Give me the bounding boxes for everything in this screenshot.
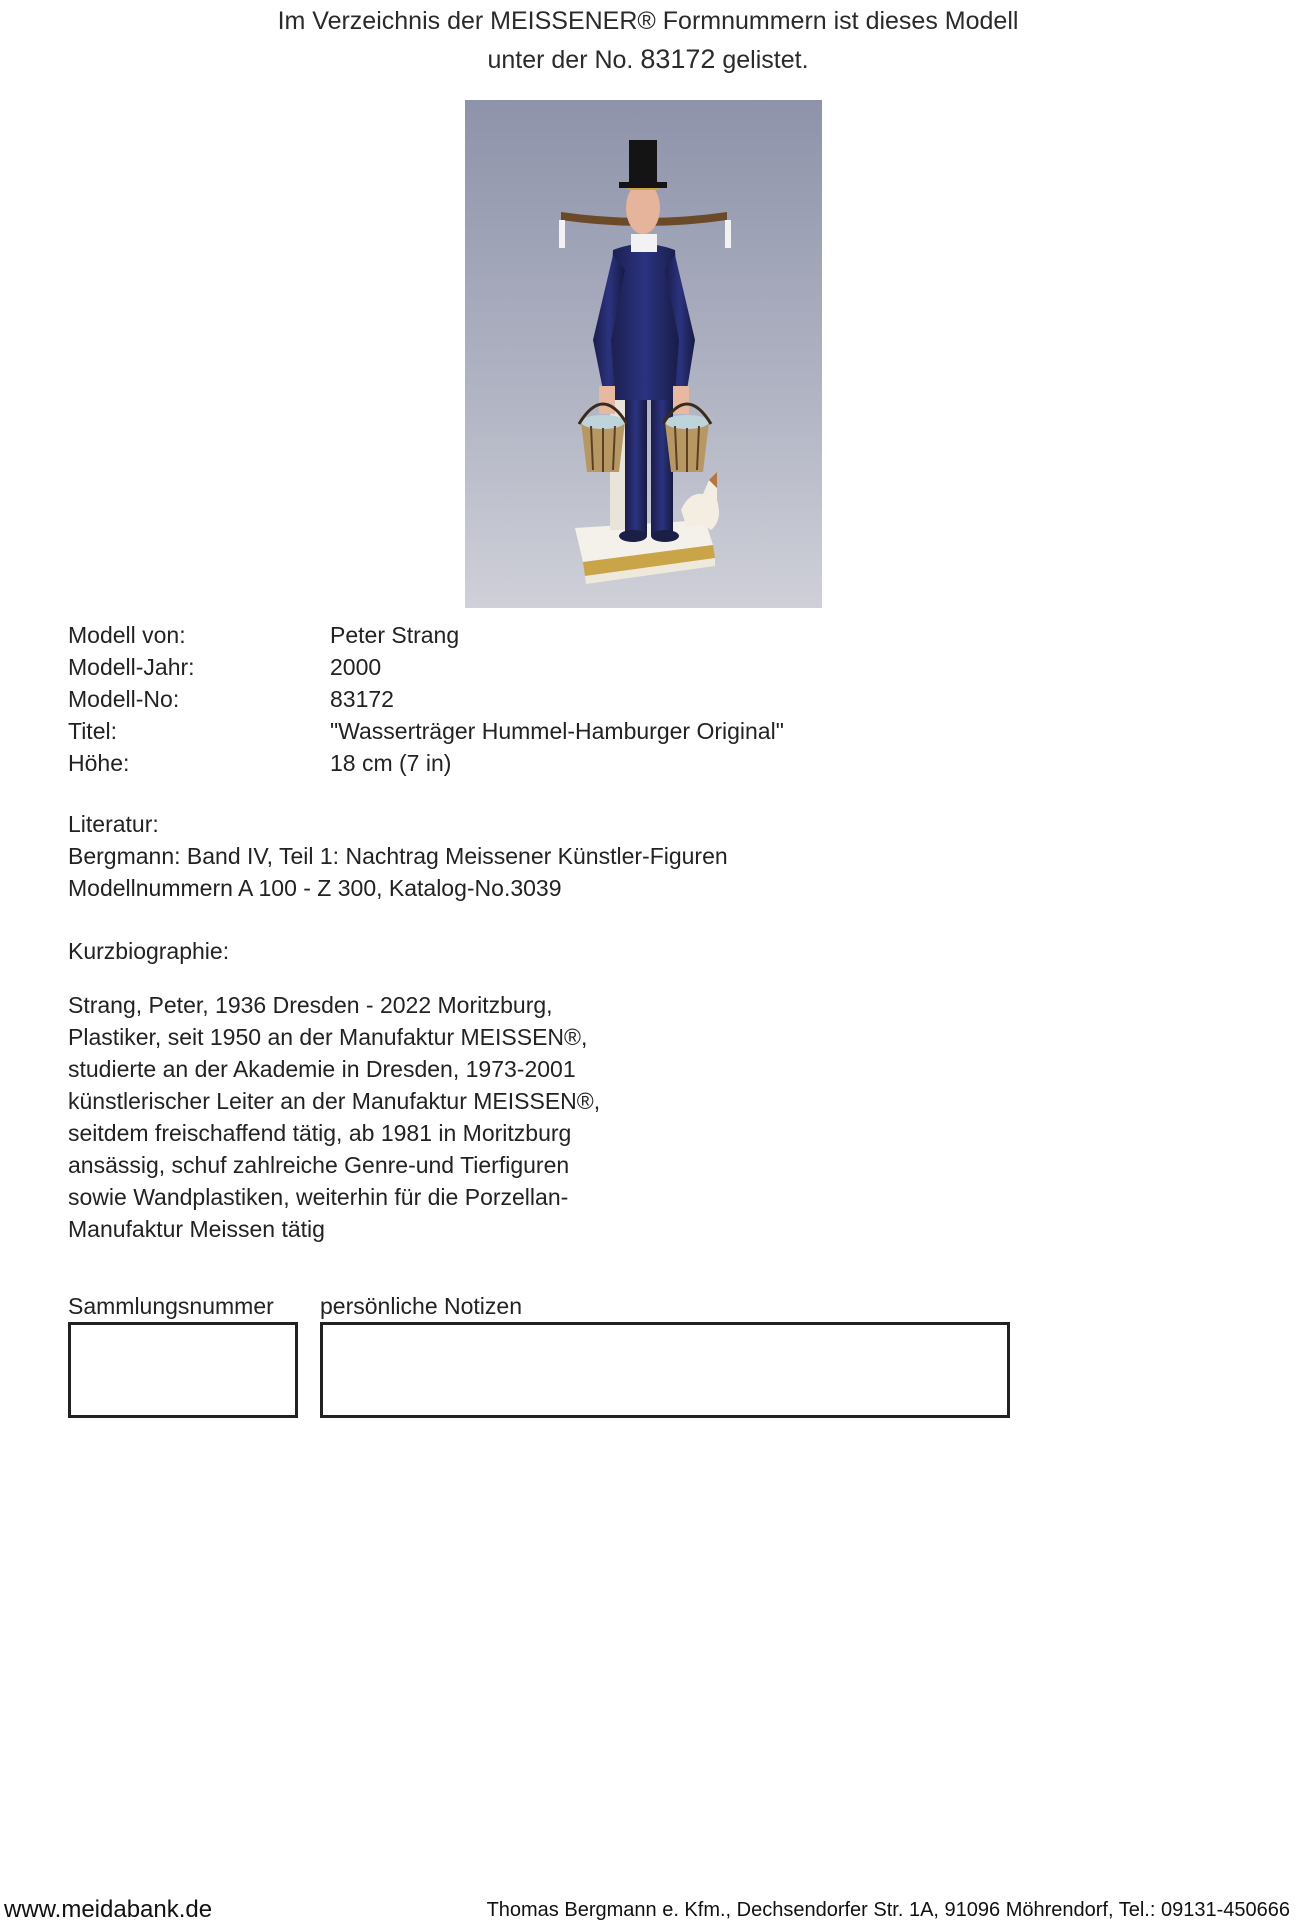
- biography-text: [68, 989, 768, 1245]
- figurine-photo: [465, 100, 822, 608]
- literature-section: [68, 808, 728, 904]
- detail-label: Modell-Jahr:: [68, 654, 195, 680]
- biography-line: studierte an der Akademie in Dresden, 1973-2001: [68, 1056, 576, 1082]
- detail-value: 83172: [330, 686, 394, 712]
- biography-line: Plastiker, seit 1950 an der Manufaktur MEISSEN®,: [68, 1024, 588, 1050]
- literature-line: Modellnummern A 100 - Z 300, Katalog-No.3039: [68, 875, 562, 901]
- literature-line: Bergmann: Band IV, Teil 1: Nachtrag Meissener Künstler-Figuren: [68, 843, 728, 869]
- notes-box[interactable]: [320, 1322, 1010, 1418]
- header-suffix: gelistet.: [722, 46, 809, 74]
- detail-value: 2000: [330, 654, 382, 680]
- detail-row-number: [68, 683, 784, 715]
- detail-label: Modell von:: [68, 622, 186, 648]
- biography-line: künstlerischer Leiter an der Manufaktur MEISSEN®,: [68, 1088, 601, 1114]
- biography-line: Manufaktur Meissen tätig: [68, 1216, 325, 1242]
- biography-line: ansässig, schuf zahlreiche Genre-und Tierfiguren: [68, 1152, 570, 1178]
- detail-label: Höhe:: [68, 750, 130, 776]
- model-number-highlight: 83172: [640, 44, 716, 74]
- header-line-2: [0, 40, 1296, 79]
- collection-number-label: Sammlungsnummer: [68, 1293, 274, 1319]
- collection-number-box[interactable]: [68, 1322, 298, 1418]
- detail-row-year: [68, 651, 784, 683]
- header-line-1: Im Verzeichnis der MEISSENER® Formnummern ist dieses Modell: [277, 7, 1019, 35]
- detail-value: Peter Strang: [330, 622, 460, 648]
- figurine-illustration: [465, 100, 822, 608]
- notes-label: persönliche Notizen: [320, 1293, 523, 1319]
- footer-contact: Thomas Bergmann e. Kfm., Dechsendorfer Str. 1A, 91096 Möhrendorf, Tel.: 09131-450666: [486, 1899, 1290, 1921]
- detail-row-author: [68, 619, 784, 651]
- detail-value: "Wasserträger Hummel-Hamburger Original": [330, 718, 784, 744]
- header-prefix: unter der No.: [487, 46, 634, 74]
- biography-line: sowie Wandplastiken, weiterhin für die Porzellan-: [68, 1184, 569, 1210]
- biography-line: Strang, Peter, 1936 Dresden - 2022 Moritzburg,: [68, 992, 553, 1018]
- biography-heading: Kurzbiographie:: [68, 938, 230, 964]
- detail-label: Modell-No:: [68, 686, 180, 712]
- detail-row-height: [68, 747, 784, 779]
- detail-row-title: [68, 715, 784, 747]
- model-details: [68, 619, 784, 779]
- footer-website: www.meidabank.de: [4, 1896, 213, 1923]
- detail-label: Titel:: [68, 718, 117, 744]
- page-header: [0, 2, 1296, 79]
- detail-value: 18 cm (7 in): [330, 750, 452, 776]
- literature-heading: Literatur:: [68, 811, 159, 837]
- biography-line: seitdem freischaffend tätig, ab 1981 in Moritzburg: [68, 1120, 572, 1146]
